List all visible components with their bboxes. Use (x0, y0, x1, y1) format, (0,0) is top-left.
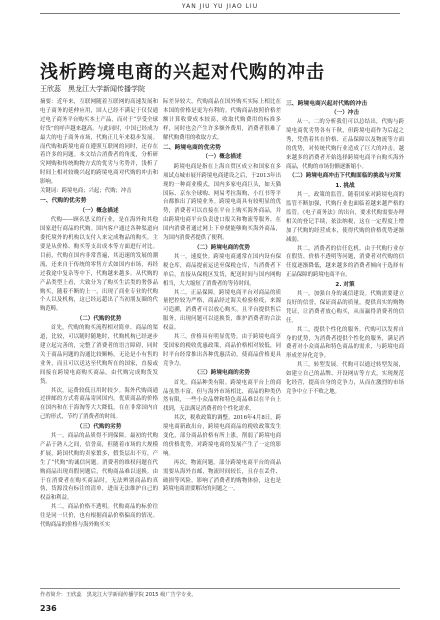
header-rule (40, 13, 400, 14)
footnote-rule (40, 588, 400, 589)
paragraph: 其二，正品保障。跨境电商平台对商品的质量把控较为严格，商品经过海关检验检疫，来源可追溯，消费者可以放心购买，且平台提供售后服务，出现问题可以退换货，维护消费者的合法权益。 (163, 289, 281, 332)
abstract: 摘要：近年来，互联网随着互联网的高速发展和电子商务的延伸应用，国人已经不满足于仅仅通过电子商务平台购买本土产品，而对于“享受全球好货”的呼声越来越高。与此同时，中国已经成为最大的电子商务市场，代购正几年来稳步发展。而代购和跨境电商在遵照互联网的同时，还存在着许多的问题。本文结合消费者的角度，分析研究网购和传统购物方式的优劣与劣势并，浅析了时间上相对较晚兴起的跨境电商对代购的冲击和影响。 (40, 99, 158, 186)
article-title: 浅析跨境电商的兴起对代购的冲击 (40, 62, 325, 83)
page-number: 236 (40, 604, 57, 613)
paragraph: 际差异较大，代购商品在国外购买实际上相比在本国的价格是更为有利的。代购商品按照价格差额计算收费成本较高，收取代购费用的标准多样，同时也会产生许多额外费用，消费者很难了解代购费用的收取方式。 (163, 99, 281, 141)
column-2 (163, 98, 281, 584)
keywords: 关键词：跨境电商；兴起；代购；冲击 (40, 188, 132, 195)
running-head-text: YAN JIU YU JIAO LIU (181, 3, 259, 10)
paragraph: 再次，物流问题。部分跨境电商平台的商品需要从海外直邮，物流时间较长，且存在丢件、破损等风险，影响了消费者的购物体验，这也是跨境电商需要解决的问题之一。 (163, 459, 281, 493)
paragraph: 其次，运费较低且用时较少。海外代购商通过拼邮的方式将商品寄回国内，优质商品的价格在国内和在于海淘等大大降低，在在非常国内自己的形式，节约了消费者的时间。 (40, 387, 158, 421)
subsection-heading: （三）跨境电商的劣势 (194, 370, 250, 377)
paragraph: 其次，税收政策的调整。2016年4月8日，跨境电商新政出台，跨境电商商品的税收政策发生变化，部分商品价格有所上涨，削弱了跨境电商的价格优势，对跨境电商的发展产生了一定的影响。 (163, 415, 281, 457)
paragraph: 其一，商品的品质得不到保障。最初的代购产品于熟人之间，信誉高，但随着市场的大规模扩展，跨国代购的卖家繁多，假货层出不穷，产生了“代购”的诚信问题。消费者的维权问题在代购商品出现真假问题后，代购商品难以退换。由于在消费者在购买商品时，无法辨别商品的真伪，货源没有标注的清单，进而无法维护自己的权益和利益。 (40, 433, 158, 502)
paragraph: 代购——顾名思义的行业，是在海外和其他国家进行商品的代购。国内客户通过各种渠道向委托境外的机构以支付人来完成物品的购买。主要是从价格、购买等支出成本等方面进行对比。目前，代购在国内非常普遍，其迅速的发展的潮流，还来自于传统的零售方式如国内市场，再经过我途中复杂等中下，代购越来越多。从代购的产品类型上看，大致分为了购买生活类的奢侈品购买，随着不断的上一，出现了商业专业的代购个人以及机构，这已经远超出了当初朋友圈的代购范畴。 (40, 217, 158, 313)
subsection-heading: （二）跨境电商冲击下代购面临的挑战与对策 (289, 173, 401, 180)
sub-subsection-heading: 2. 对策 (335, 281, 355, 288)
paragraph: 首先，代购的购买流程相对简单。商品的渠道，比较，可以随时随地时，代购机构已经逐步建立起完善的，完整了消费者的语言障碍，同时关于商品问题的沟通比较顺畅。无论是小有售的业务，而且可以送达至代购所在的国家，直接或间接在跨境电商购买商品，由代购完成购货发货。 (40, 325, 158, 385)
paragraph: 其一，政策的监管。随着国家对跨境电商的监管不断加强，代购行业也面临着越来越严格的监管。《电子商务法》的出台，要求代购需要办理相关的登记手续，依法纳税，这在一定程度上增加了代购的经营成本，使得代购的价格优势逐渐减弱。 (286, 192, 404, 243)
article-author: 王欣蕊 黑龙江大学新闻传播学院 (40, 85, 145, 93)
paragraph: 其三，转型发展。代购可以通过转型发展，如建立自己的品牌、开设网店等方式，实现规范化经营，提高自身的竞争力，从而在激烈的市场竞争中立于不败之地。 (286, 362, 404, 395)
subsection-heading: （一）概念描述 (202, 154, 242, 161)
paragraph: 其一，加强自身的诚信建设。代购需要建立良好的信誉，保证商品的质量，提供真实的购物凭证，让消费者放心购买，从而赢得消费者的信任。 (286, 291, 404, 324)
subsection-heading: （二）代购的优势 (76, 315, 122, 322)
subsection-heading: （二）跨境电商的优势 (194, 244, 250, 251)
paragraph: 跨境电商是指在上海自贸区成立和国家在多项试点城市展开跨境电商建设之后，于2013年出现的一种商业模式，国内多家电商巨头，如天猫国际、京东全球购、网易考拉海购、小红书等平台都推出了跨境业务。跨境电商具有较明显的优势，消费者可以直接在平台上购买海外商品，并由跨境电商平台负责进口报关和物流等服务，在国内消费者通过网上下单便能够购买海外商品，为国内消费者提供了便利。 (163, 163, 281, 242)
paragraph: 首先，商品种类有限。跨境电商平台上的商品虽然丰富，但与海外市场相比，商品的种类仍然有限，一些小众品牌和特色商品难以在平台上找到，无法满足消费者的个性化需求。 (163, 379, 281, 413)
author-footnote: 作者简介：王欣蕊 黑龙江大学新闻传播学院 2015 级广告学专业。 (40, 592, 197, 598)
paragraph: 其二，提供个性化的服务。代购可以发挥自身的优势，为消费者提供个性化的服务，满足消费者对小众商品和特色商品的需求，与跨境电商形成差异化竞争。 (286, 326, 404, 360)
section-heading: 二、跨境电商的优劣势 (163, 145, 221, 152)
running-header (0, 0, 440, 16)
paragraph: 其二，商品价格不透明。代购商品的标价往往是同一只价，也有根据商品价格偏高的情况。代购商品的价格与海外购买实 (40, 504, 158, 529)
column-1 (40, 98, 158, 584)
paragraph: 其一，速度快。跨境电商通常在国内设有保税仓库，商品提前运送至保税仓库，当消费者下单后，直接从保税区发货，配送时间与国内网购相当，大大缩短了消费者的等待时间。 (163, 253, 281, 287)
paragraph: 其三，价格具有明显优势。由于跨境电商享受国家的税收优惠政策，商品价格相对较低，同时平台经常推出各种优惠活动，使商品价格更具竞争力。 (163, 334, 281, 367)
section-heading: 三、跨境电商兴起对代购的冲击 (286, 100, 368, 107)
subsection-heading: （三）代购的劣势 (76, 423, 122, 430)
section-heading: 一、代购的优劣势 (40, 198, 87, 205)
column-3 (286, 98, 404, 584)
subsection-heading: （一）概念描述 (79, 207, 119, 214)
subsection-heading: （一）冲击 (331, 109, 359, 116)
sub-subsection-heading: 1. 挑战 (335, 182, 355, 189)
paragraph: 从一、二的分析我们可以总结出，代购与跨境电商优劣势各有千秋，但跨境电商作为后起之秀，凭借着其在价格、正品保障以及物流等方面的优势，对传统代购行业造成了巨大的冲击。越来越多的消费者开始选择跨境电商平台购买海外商品，代购的市场份额逐渐缩小。 (286, 119, 404, 170)
paragraph: 其二，消费者的信任危机。由于代购行业存在假货、价格不透明等问题，消费者对代购的信任度逐渐降低，越来越多的消费者倾向于选择有正品保障的跨境电商平台。 (286, 245, 404, 279)
